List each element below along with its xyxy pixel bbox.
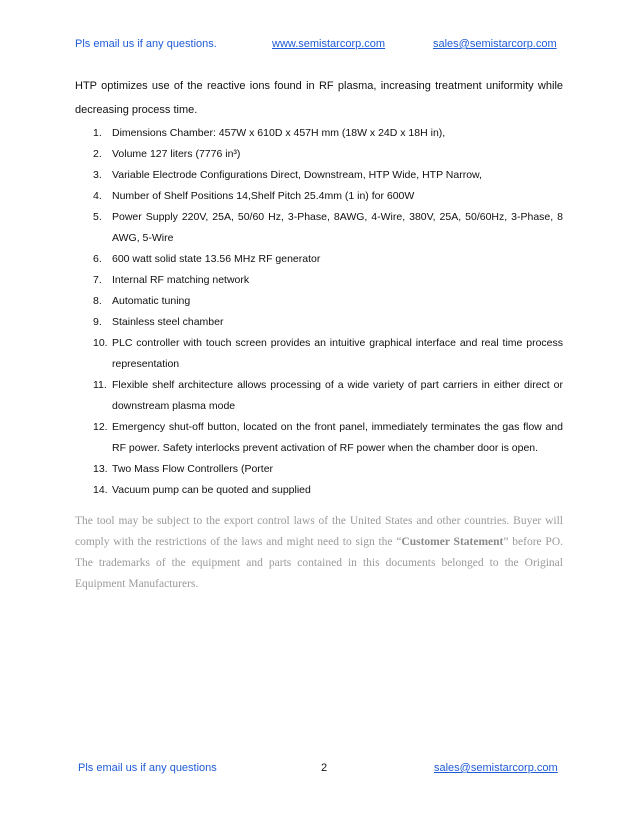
spec-item-number: 13. (93, 463, 108, 475)
export-disclaimer (75, 511, 563, 595)
spec-item-number: 8. (93, 295, 102, 307)
spec-item-number: 14. (93, 484, 108, 496)
header-website-link[interactable]: www.semistarcorp.com (272, 38, 386, 50)
spec-item-number: 10. (93, 337, 108, 349)
spec-item-number: 6. (93, 253, 102, 265)
spec-item-text: Variable Electrode Configurations Direct, Downstream, HTP Wide, HTP Narrow, (112, 169, 482, 181)
spec-list-item (75, 207, 563, 249)
spec-item-number: 2. (93, 148, 102, 160)
footer-contact-note: Pls email us if any questions (78, 762, 217, 774)
spec-item-text: Power Supply 220V, 25A, 50/60 Hz, 3-Phase, 8AWG, 4-Wire, 380V, 25A, 50/60Hz, 3-Phase, 8 AWG, 5-Wire (112, 211, 563, 244)
spec-list-item (75, 375, 563, 417)
spec-item-number: 4. (93, 190, 102, 202)
spec-list-item (75, 312, 563, 333)
spec-item-text: Emergency shut-off button, located on the front panel, immediately terminates the gas flow and RF power. Safety interlocks prevent activation of RF power when the chamber door is open. (112, 421, 563, 454)
spec-item-text: PLC controller with touch screen provides an intuitive graphical interface and real time process representation (112, 337, 563, 370)
disclaimer-text-1: The tool may be subject to the export control laws of the United States and other countries. Buyer will comply with the restrictions of the laws and might need to sign the “ (75, 515, 563, 548)
spec-item-number: 12. (93, 421, 108, 433)
header-contact-note: Pls email us if any questions. (75, 38, 217, 50)
spec-list-item (75, 333, 563, 375)
spec-item-text: Stainless steel chamber (112, 316, 224, 328)
spec-item-text: Dimensions Chamber: 457W x 610D x 457H mm (18W x 24D x 18H in), (112, 127, 446, 139)
spec-list-item (75, 165, 563, 186)
spec-item-number: 9. (93, 316, 102, 328)
spec-list-item (75, 144, 563, 165)
header-email-link[interactable]: sales@semistarcorp.com (433, 38, 557, 50)
spec-list-item (75, 249, 563, 270)
spec-item-text: Vacuum pump can be quoted and supplied (112, 484, 311, 496)
spec-list-item (75, 123, 563, 144)
disclaimer-text-2: ” before PO. The trademarks of the equipment and parts contained in this documents belonged to the Original Equipment Manufacturers. (75, 536, 563, 590)
page-number: 2 (321, 762, 328, 774)
spec-item-text: Two Mass Flow Controllers (Porter (112, 463, 274, 475)
spec-item-text: Internal RF matching network (112, 274, 250, 286)
spec-list-item (75, 186, 563, 207)
spec-item-text: Flexible shelf architecture allows processing of a wide variety of part carriers in either direct or downstream plasma mode (112, 379, 563, 412)
spec-item-number: 7. (93, 274, 102, 286)
page-footer (78, 762, 563, 778)
spec-item-text: 600 watt solid state 13.56 MHz RF generator (112, 253, 321, 265)
spec-item-number: 1. (93, 127, 102, 139)
spec-item-text: Volume 127 liters (7776 in³) (112, 148, 241, 160)
spec-item-text: Automatic tuning (112, 295, 191, 307)
spec-list-item (75, 291, 563, 312)
customer-statement-term: Customer Statement (401, 536, 504, 548)
page-header (75, 38, 565, 54)
footer-email-link[interactable]: sales@semistarcorp.com (434, 762, 558, 774)
spec-list-item (75, 459, 563, 480)
spec-item-number: 11. (93, 379, 107, 391)
spec-item-number: 3. (93, 169, 102, 181)
intro-paragraph: HTP optimizes use of the reactive ions found in RF plasma, increasing treatment uniformity while decreasing process time. (75, 80, 563, 116)
spec-item-number: 5. (93, 211, 102, 223)
spec-list (75, 123, 563, 501)
spec-list-item (75, 417, 563, 459)
spec-list-item (75, 270, 563, 291)
spec-list-item (75, 480, 563, 501)
spec-item-text: Number of Shelf Positions 14,Shelf Pitch 25.4mm (1 in) for 600W (112, 190, 415, 202)
